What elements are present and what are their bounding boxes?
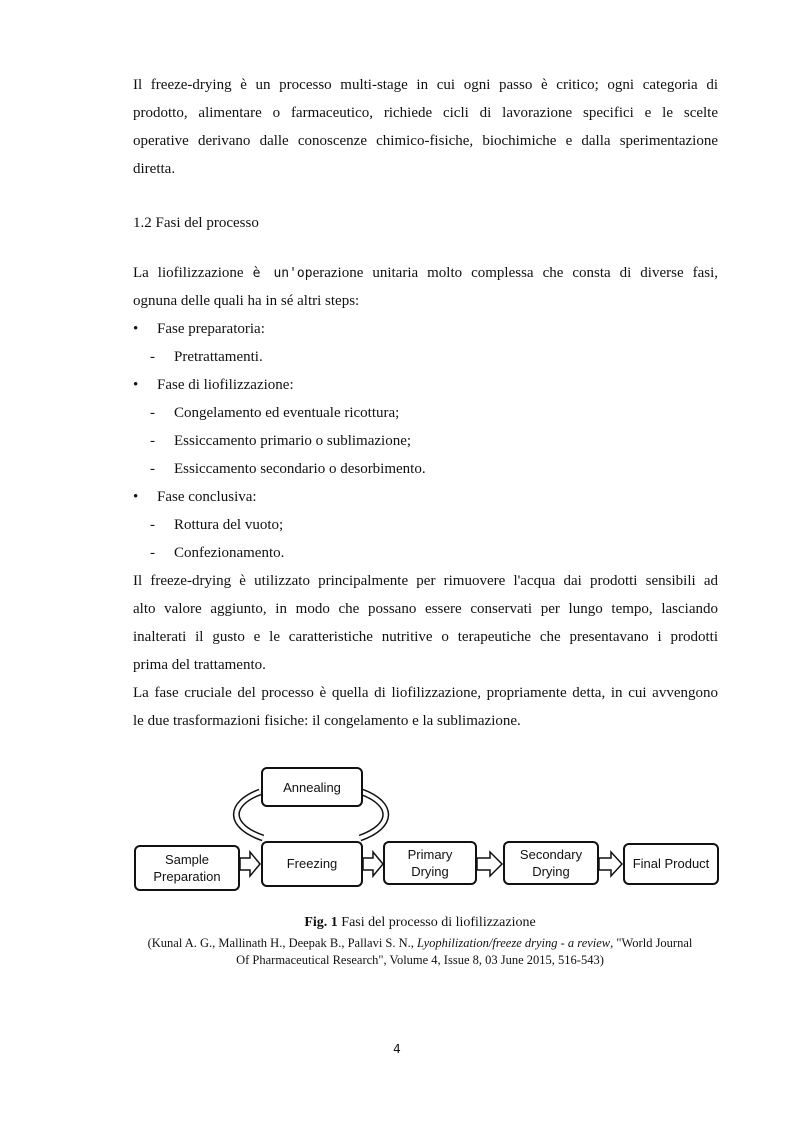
intro-line: prodotto, alimentare o farmaceutico, richiede cicli di lavorazione specifici e le scelte: [133, 105, 718, 121]
sub-item-text: Pretrattamenti.: [174, 349, 263, 365]
sub-item-text: Rottura del vuoto;: [174, 517, 284, 533]
intro-line: Il freeze-drying è un processo multi-stage in cui ogni passo è critico; ogni categoria di: [133, 77, 718, 93]
freezing-label: Freezing: [286, 856, 338, 871]
dash-marker: -: [150, 461, 155, 477]
usage-line: Il freeze-drying è utilizzato principalmente per rimuovere l'acqua dai prodotti sensibili ad: [133, 573, 718, 589]
usage-line: inalterati il gusto e le caratteristiche nutritive o terapeutiche che presentavano i prodotti: [133, 629, 718, 645]
phases-intro-text: La liofilizzazione: [133, 265, 253, 281]
bullet-marker: •: [133, 321, 139, 337]
list-sub-item: [150, 539, 284, 567]
secondary-drying-label: Secondary: [519, 847, 583, 862]
intro-line: operative derivano dalle conoscenze chimico-fisiche, biochimiche e dalla sperimentazione: [133, 133, 718, 149]
sample-preparation-box: [135, 846, 239, 890]
figure-label: Fig. 1: [304, 915, 338, 930]
figure-title: Fasi del processo di liofilizzazione: [337, 915, 536, 930]
sub-item-text: Confezionamento.: [174, 545, 285, 561]
reference-title: Lyophilization/freeze drying - a review: [417, 936, 611, 950]
dash-marker: -: [150, 517, 155, 533]
secondary-drying-label: Drying: [532, 864, 570, 879]
sub-item-text: Essiccamento primario o sublimazione;: [174, 433, 412, 449]
section-title: 1.2 Fasi del processo: [133, 215, 259, 231]
final-product-box: [624, 844, 718, 884]
bullet-title: Fase preparatoria:: [157, 321, 265, 337]
intro-line: diretta.: [133, 161, 176, 177]
reference-text: (Kunal A. G., Mallinath H., Deepak B., Pallavi S. N.,: [147, 936, 418, 950]
final-product-label: Final Product: [632, 856, 710, 871]
figure-caption-title: [120, 915, 720, 931]
list-bullet-item: [133, 371, 294, 399]
process-diagram: [128, 760, 728, 900]
page-number: 4: [393, 1042, 401, 1056]
flow-arrow-icon: [599, 852, 622, 876]
crucial-phase-line: La fase cruciale del processo è quella di liofilizzazione, propriamente detta, in cui avvengono: [133, 685, 718, 701]
dash-marker: -: [150, 405, 155, 421]
dash-marker: -: [150, 349, 155, 365]
primary-drying-box: [384, 842, 476, 884]
bullet-marker: •: [133, 377, 139, 393]
bullet-marker: •: [133, 489, 139, 505]
sub-item-text: Congelamento ed eventuale ricottura;: [174, 405, 400, 421]
reference-text: Of Pharmaceutical Research", Volume 4, Issue 8, 03 June 2015, 516-543): [236, 953, 604, 967]
annealing-label: Annealing: [283, 780, 341, 795]
phases-intro-line: ognuna delle quali ha in sé altri steps:: [133, 293, 360, 309]
list-sub-item: [150, 343, 263, 371]
flow-arrow-icon: [363, 852, 383, 876]
secondary-drying-box: [504, 842, 598, 884]
sample-preparation-label: Preparation: [153, 869, 221, 884]
usage-line: alto valore aggiunto, in modo che possano essere conservati per lungo tempo, lasciando: [133, 601, 718, 617]
sub-item-text: Essiccamento secondario o desorbimento.: [174, 461, 426, 477]
phases-intro-mono-text: è un'op: [252, 266, 313, 281]
flow-arrow-icon: [477, 852, 502, 876]
crucial-phase-line: le due trasformazioni fisiche: il congelamento e la sublimazione.: [133, 713, 521, 729]
list-sub-item: [150, 511, 283, 539]
primary-drying-label: Drying: [411, 864, 449, 879]
reference-text: , "World Journal: [610, 936, 693, 950]
list-sub-item: [150, 455, 426, 483]
freezing-box: [262, 842, 362, 886]
sample-preparation-label: Sample: [164, 852, 210, 867]
usage-line: prima del trattamento.: [133, 657, 266, 673]
dash-marker: -: [150, 433, 155, 449]
primary-drying-label: Primary: [407, 847, 453, 862]
dash-marker: -: [150, 545, 155, 561]
phases-intro-line: [133, 259, 718, 287]
figure-caption-reference: [120, 935, 720, 969]
bullet-title: Fase di liofilizzazione:: [157, 377, 294, 393]
flow-arrow-icon: [240, 852, 260, 876]
list-sub-item: [150, 427, 411, 455]
annealing-box: [262, 768, 362, 806]
list-bullet-item: [133, 483, 257, 511]
phases-intro-text: erazione unitaria molto complessa che consta di diverse fasi,: [312, 265, 718, 281]
bullet-title: Fase conclusiva:: [157, 489, 257, 505]
list-sub-item: [150, 399, 399, 427]
list-bullet-item: [133, 315, 265, 343]
